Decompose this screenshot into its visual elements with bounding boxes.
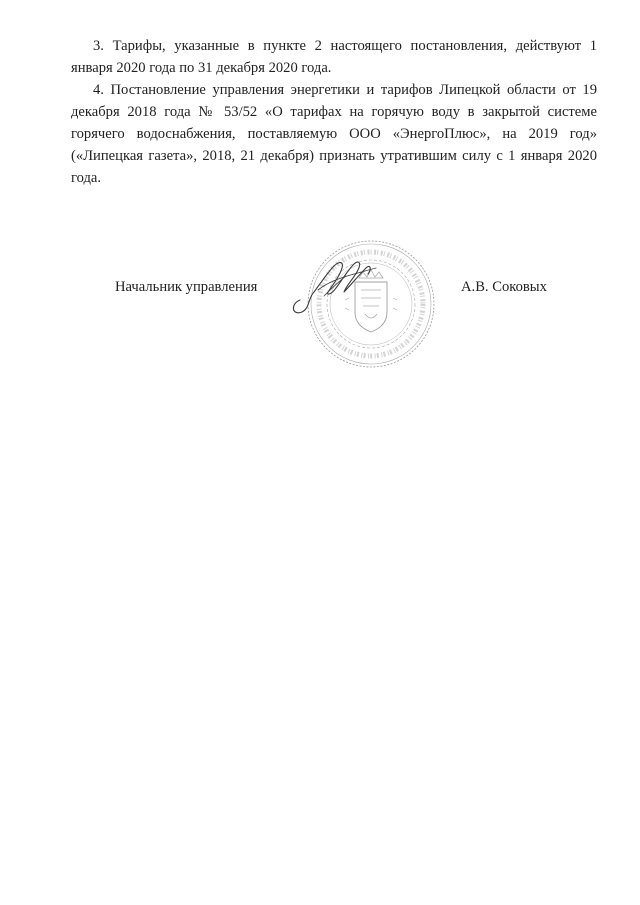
paragraph-4: 4. Постановление управления энергетики и тарифов Липецкой области от 19 декабря 2018 года № 53/52 «О тарифах на горячую воду в закрытой системе горячего водоснабжения, поставляемую ООО «ЭнергоПлюс», на 2019 год» («Липецкая газета», 2018, 21 декабря) признать утратившим силу с 1 января 2020 года. (71, 82, 597, 186)
paragraph-3: 3. Тарифы, указанные в пункте 2 настоящего постановления, действуют 1 января 2020 года по 31 декабря 2020 года. (71, 38, 597, 76)
signer-position-title: Начальник управления (115, 279, 258, 295)
signer-name: А.В. Соковых (461, 279, 547, 295)
handwritten-signature-icon (288, 252, 388, 322)
